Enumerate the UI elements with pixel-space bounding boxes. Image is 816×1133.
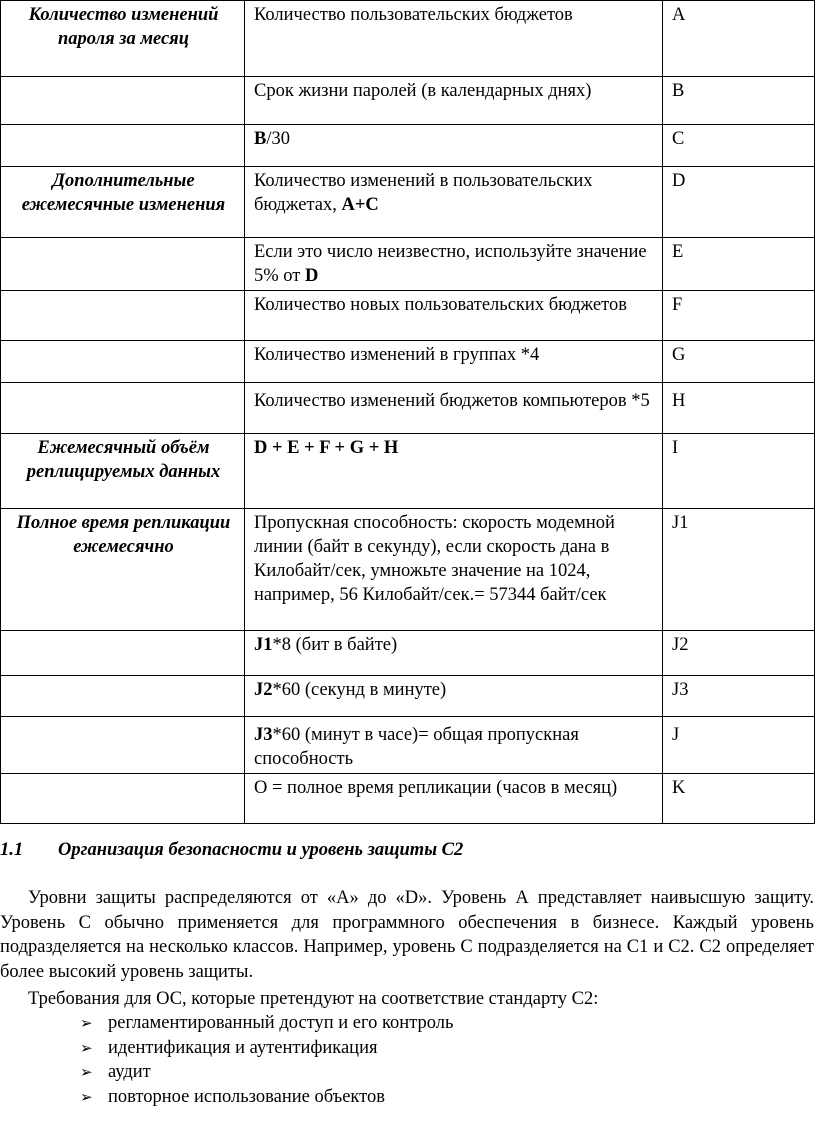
table-cell-description: Количество изменений в группах *4	[245, 341, 663, 383]
arrow-bullet-icon: ➢	[80, 1087, 93, 1106]
table-cell-category	[1, 291, 245, 341]
table-cell-code: G	[663, 341, 815, 383]
table-cell-description: Количество изменений бюджетов компьютеров *5	[245, 383, 663, 434]
table-cell-category: Полное время репликации ежемесячно	[1, 509, 245, 631]
table-cell-description: O = полное время репликации (часов в месяц)	[245, 774, 663, 824]
section-number: 1.1	[0, 840, 24, 860]
table-cell-category	[1, 238, 245, 291]
body-paragraph: Требования для ОС, которые претендуют на соответствие стандарту С2:	[28, 989, 599, 1009]
table-cell-code: J	[663, 717, 815, 774]
table-cell-description: Пропускная способность: скорость модемной линии (байт в секунду), если скорость дана в Килобайт/сек, умножьте значение на 1024, например, 56 Килобайт/сек.= 57344 байт/сек	[245, 509, 663, 631]
requirements-list	[80, 1011, 453, 1109]
table-row	[1, 631, 815, 676]
table-cell-description: Количество новых пользовательских бюджетов	[245, 291, 663, 341]
table-cell-description: J2*60 (секунд в минуте)	[245, 676, 663, 717]
table-cell-code: E	[663, 238, 815, 291]
table-cell-category	[1, 631, 245, 676]
table-cell-category	[1, 125, 245, 167]
table-row	[1, 238, 815, 291]
table-cell-code: J1	[663, 509, 815, 631]
table-cell-code: C	[663, 125, 815, 167]
arrow-bullet-icon: ➢	[80, 1063, 93, 1081]
table-cell-code: H	[663, 383, 815, 434]
table-cell-description: Количество пользовательских бюджетов	[245, 1, 663, 77]
table-cell-code: J3	[663, 676, 815, 717]
table-cell-description: Срок жизни паролей (в календарных днях)	[245, 77, 663, 125]
table-cell-code: F	[663, 291, 815, 341]
table-cell-category	[1, 77, 245, 125]
table-row	[1, 167, 815, 238]
table-cell-category	[1, 676, 245, 717]
table-cell-description: J3*60 (минут в часе)= общая пропускная способность	[245, 717, 663, 774]
table-cell-description: B/30	[245, 125, 663, 167]
table-row	[1, 291, 815, 341]
table-cell-code: A	[663, 1, 815, 77]
body-paragraph: Уровни защиты распределяются от «А» до «D». Уровень А представляет наивысшую защиту. Уровень С обычно применяется для программного обеспечения в бизнесе. Каждый уровень подразделяется на несколько классов. Например, уровень С подразделяется на С1 и С2. С2 определяет более высокий уровень защиты.	[0, 888, 814, 982]
table-cell-description: D + E + F + G + H	[245, 434, 663, 509]
list-item: ➢ повторное использование объектов	[80, 1085, 453, 1110]
table-row	[1, 341, 815, 383]
table-row	[1, 676, 815, 717]
table-row	[1, 383, 815, 434]
table-cell-description: Если это число неизвестно, используйте значение 5% от D	[245, 238, 663, 291]
table-row	[1, 717, 815, 774]
table-cell-category: Ежемесячный объём реплицируемых данных	[1, 434, 245, 509]
table-cell-category	[1, 383, 245, 434]
section-heading	[0, 840, 463, 861]
table-cell-description: Количество изменений в пользовательских бюджетах, A+C	[245, 167, 663, 238]
table-cell-code: J2	[663, 631, 815, 676]
table-cell-code: K	[663, 774, 815, 824]
table-cell-category	[1, 341, 245, 383]
table-cell-code: I	[663, 434, 815, 509]
table-cell-code: B	[663, 77, 815, 125]
table-cell-category: Количество изменений пароля за месяц	[1, 1, 245, 77]
table-row	[1, 509, 815, 631]
arrow-bullet-icon: ➢	[80, 1014, 93, 1032]
table-cell-category	[1, 774, 245, 824]
table-row	[1, 125, 815, 167]
arrow-bullet-icon: ➢	[80, 1038, 93, 1057]
list-item: ➢ регламентированный доступ и его контроль	[80, 1011, 453, 1036]
table-cell-description: J1*8 (бит в байте)	[245, 631, 663, 676]
list-item: ➢ идентификация и аутентификация	[80, 1036, 453, 1061]
table-cell-code: D	[663, 167, 815, 238]
table-row	[1, 77, 815, 125]
table-row	[1, 1, 815, 77]
section-title: Организация безопасности и уровень защиты С2	[58, 840, 464, 860]
table-row	[1, 434, 815, 509]
table-cell-category: Дополнительные ежемесячные изменения	[1, 167, 245, 238]
list-item: ➢ аудит	[80, 1060, 453, 1085]
table-row	[1, 774, 815, 824]
table-cell-category	[1, 717, 245, 774]
